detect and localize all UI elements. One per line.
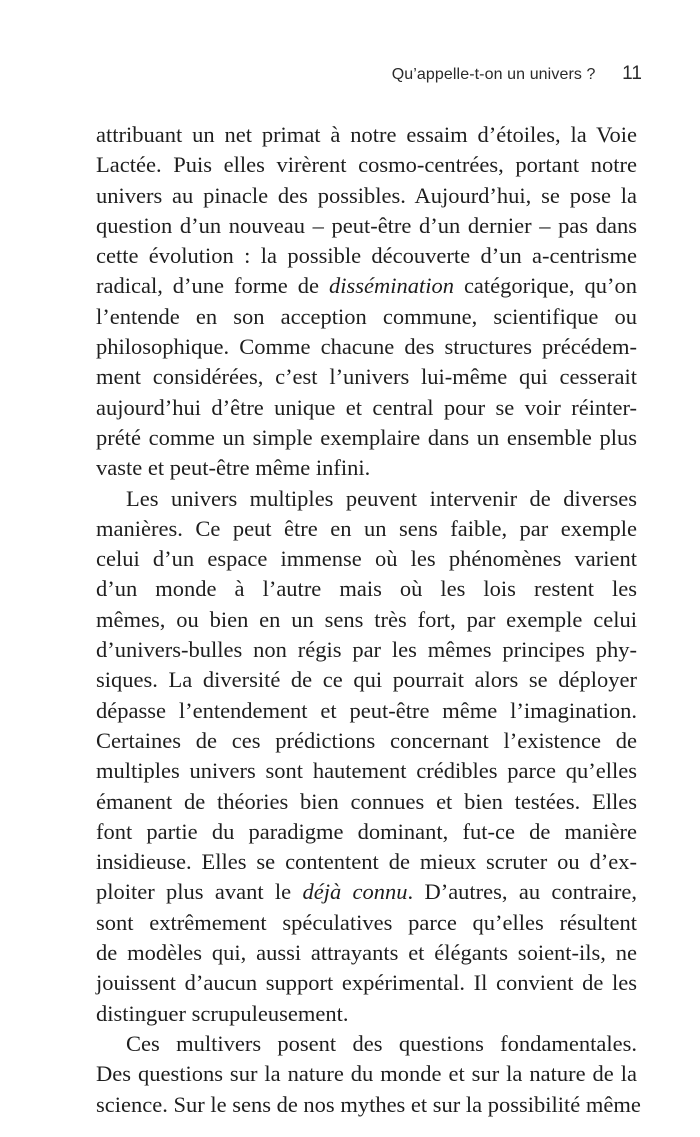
text-line: question d’un nouveau – peut-être d’un dernier – pas dans (96, 212, 637, 238)
text-line: de modèles qui, aussi attrayants et élégants soient-ils, ne (96, 940, 637, 966)
text-line: multiples univers sont hautement crédibles parce qu’elles (96, 758, 637, 784)
text-line (96, 877, 637, 907)
text-segment: catégorique, qu’on (453, 273, 637, 299)
text-line: l’entende en son acception commune, scientifique ou (96, 303, 637, 329)
body-text (96, 120, 641, 1120)
text-line: cette évolution : la possible découverte d’un a-centrisme (96, 243, 637, 269)
text-line: mêmes, ou bien en un sens très fort, par exemple celui (96, 606, 637, 632)
text-line: d’univers-bulles non régis par les mêmes principes phy- (96, 637, 637, 663)
text-line: philosophique. Comme chacune des structures précédem- (96, 334, 637, 360)
running-header (392, 63, 642, 85)
text-line: Des questions sur la nature du monde et sur la nature de la (96, 1061, 637, 1087)
text-line: siques. La diversité de ce qui pourrait alors se déployer (96, 667, 637, 693)
text-segment: radical, d’une forme de (96, 273, 329, 299)
text-line: aujourd’hui d’être unique et central pour se voir réinter- (96, 394, 637, 420)
text-line: émanent de théories bien connues et bien testées. Elles (96, 788, 637, 814)
text-line: Les univers multiples peuvent intervenir de diverses (126, 485, 637, 511)
text-line: ment considérées, c’est l’univers lui-même qui cesserait (96, 364, 637, 390)
text-line: manières. Ce peut être en un sens faible, par exemple (96, 515, 637, 541)
text-line: Certaines de ces prédictions concernant l’existence de (96, 727, 637, 753)
text-line: font partie du paradigme dominant, fut-ce de manière (96, 818, 637, 844)
text-line: prété comme un simple exemplaire dans un ensemble plus (96, 424, 637, 450)
text-line: distinguer scrupuleusement. (96, 1000, 349, 1026)
text-line: vaste et peut-être même infini. (96, 455, 371, 481)
running-title: Qu’appelle-t-on un univers ? (391, 66, 596, 83)
text-line: univers au pinacle des possibles. Aujourd’hui, se pose la (96, 182, 637, 208)
text-line: insidieuse. Elles se contentent de mieux scruter ou d’ex- (96, 849, 637, 875)
text-line: science. Sur le sens de nos mythes et sur la possibilité même (96, 1091, 641, 1117)
text-line: Ces multivers posent des questions fondamentales. (126, 1030, 637, 1056)
text-line: celui d’un espace immense où les phénomènes varient (96, 546, 637, 572)
text-line: attribuant un net primat à notre essaim d’étoiles, la Voie (96, 122, 637, 147)
italic-term: déjà connu (302, 879, 408, 905)
italic-term: dissémination (328, 273, 454, 299)
text-line: Lactée. Puis elles virèrent cosmo-centrées, portant notre (96, 152, 637, 178)
text-line: sont extrêmement spéculatives parce qu’elles résultent (96, 909, 637, 935)
text-segment: . D’autres, au contraire, (407, 879, 637, 905)
text-line (96, 271, 637, 301)
text-line: dépasse l’entendement et peut-être même l’imagination. (96, 697, 637, 723)
page-number: 11 (622, 63, 642, 84)
text-line: jouissent d’aucun support expérimental. Il convient de les (96, 970, 637, 996)
text-line: d’un monde à l’autre mais où les lois restent les (96, 576, 637, 602)
text-segment: ploiter plus avant le (96, 879, 303, 905)
